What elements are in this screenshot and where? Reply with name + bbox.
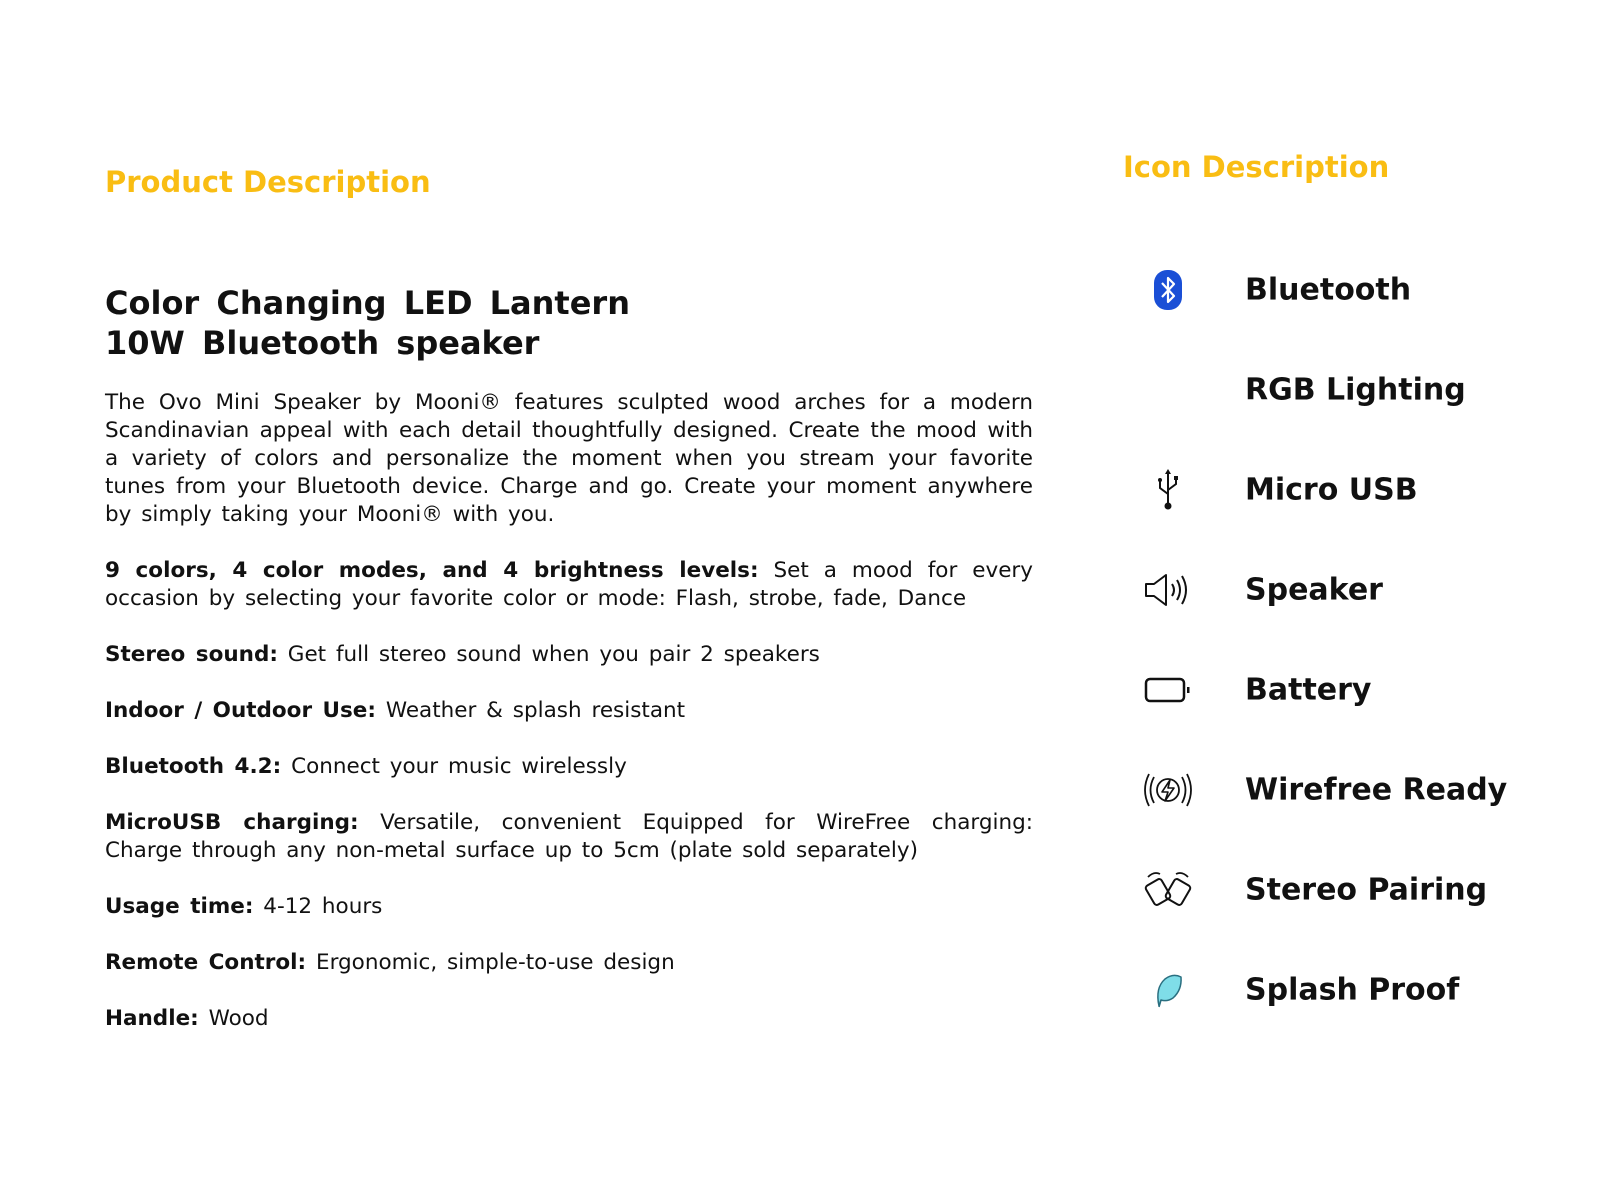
product-title-line-1: Color Changing LED Lantern — [105, 284, 630, 322]
feature-stereo-sound — [105, 641, 1033, 669]
feature-label: Remote Control: — [105, 950, 307, 975]
icon-label-battery: Battery — [1245, 672, 1372, 708]
feature-text: Get full stereo sound when you pair 2 speakers — [287, 642, 820, 667]
feature-text: Connect your music wirelessly — [291, 754, 627, 779]
icon-label-speaker: Speaker — [1245, 572, 1383, 608]
feature-colors — [105, 557, 1033, 613]
icon-label-micro-usb: Micro USB — [1245, 472, 1418, 508]
icon-label-bluetooth: Bluetooth — [1245, 272, 1412, 308]
feature-label: Handle: — [105, 1006, 199, 1031]
icon-label-rgb-lighting: RGB Lighting — [1245, 372, 1466, 408]
icon-row-bluetooth — [1140, 265, 1580, 315]
feature-text: Ergonomic, simple-to-use design — [315, 950, 675, 975]
feature-text: Weather & splash resistant — [385, 698, 686, 723]
icon-row-micro-usb — [1140, 465, 1580, 515]
product-title-line-2: 10W Bluetooth speaker — [105, 324, 540, 362]
feature-label: Indoor / Outdoor Use: — [105, 698, 376, 723]
feature-text: Set a mood for every occasion by selecting your favorite color or mode: Flash, strobe, fade, Dance — [105, 558, 1033, 611]
icon-description-heading: Icon Description — [1123, 150, 1390, 184]
feature-label: MicroUSB charging: — [105, 810, 359, 835]
feature-text: Wood — [208, 1006, 269, 1031]
wireless-charging-icon — [1140, 765, 1196, 815]
icon-label-splash-proof: Splash Proof — [1245, 972, 1460, 1008]
feature-text: Versatile, convenient Equipped for WireFree charging: Charge through any non-metal surface up to 5cm (plate sold separately) — [105, 810, 1033, 863]
icon-row-wirefree-ready — [1140, 765, 1580, 815]
icon-label-wirefree-ready: Wirefree Ready — [1245, 772, 1508, 808]
icon-label-stereo-pairing: Stereo Pairing — [1245, 872, 1488, 908]
icon-row-splash-proof — [1140, 965, 1580, 1015]
feature-usage-time — [105, 893, 1033, 921]
bluetooth-icon — [1140, 265, 1196, 315]
feature-remote-control — [105, 949, 1033, 977]
feature-indoor-outdoor — [105, 697, 1033, 725]
feature-label: Bluetooth 4.2: — [105, 754, 282, 779]
product-description-heading: Product Description — [105, 165, 431, 199]
rgb-lighting-icon — [1140, 365, 1196, 415]
product-description-body — [105, 389, 1033, 1061]
feature-bluetooth — [105, 753, 1033, 781]
usb-icon — [1140, 465, 1196, 515]
icon-row-rgb-lighting — [1140, 365, 1580, 415]
stereo-pairing-icon — [1140, 865, 1196, 915]
product-intro: The Ovo Mini Speaker by Mooni® features sculpted wood arches for a modern Scandinavian appeal with each detail thoughtfully designed. Create the mood with a variety of colors and personalize the moment when you stream your favorite tunes from your Bluetooth device. Charge and go. Create your moment anywhere by simply taking your Mooni® with you. — [105, 390, 1033, 527]
feature-label: Stereo sound: — [105, 642, 278, 667]
icon-row-battery — [1140, 665, 1580, 715]
feature-label: Usage time: — [105, 894, 254, 919]
icon-row-speaker — [1140, 565, 1580, 615]
feature-text: 4-12 hours — [263, 894, 383, 919]
icon-row-stereo-pairing — [1140, 865, 1580, 915]
feature-microusb — [105, 809, 1033, 865]
speaker-icon — [1140, 565, 1196, 615]
feature-label: 9 colors, 4 color modes, and 4 brightness levels: — [105, 558, 759, 583]
feature-handle — [105, 1005, 1033, 1033]
water-drop-icon — [1140, 965, 1196, 1015]
battery-icon — [1140, 665, 1196, 715]
product-title — [105, 283, 630, 363]
